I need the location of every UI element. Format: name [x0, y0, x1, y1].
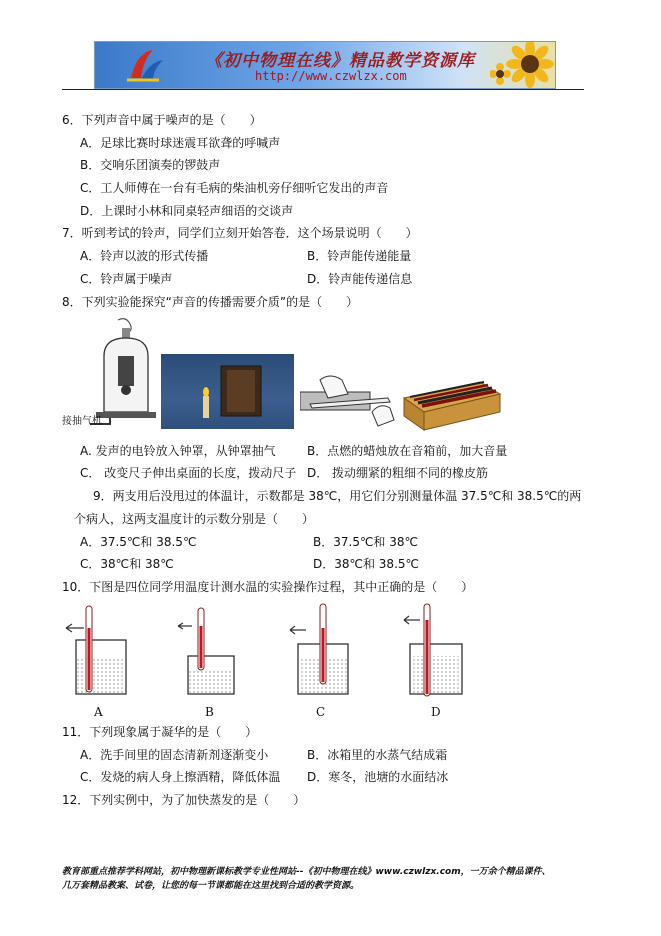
q10-label-c[interactable]: C	[316, 705, 326, 719]
q9-option-c[interactable]: C．38℃和 38℃	[80, 557, 174, 571]
ruler-hand-icon	[300, 370, 398, 436]
q8-option-c[interactable]: C． 改变尺子伸出桌面的长度，拨动尺子	[80, 466, 297, 480]
q11-option-c[interactable]: C．发烧的病人身上擦酒精，降低体温	[80, 770, 281, 784]
q12-stem: 12．下列实例中，为了加快蒸发的是（ ）	[62, 793, 306, 807]
banner-title: 《初中物理在线》精品教学资源库	[205, 51, 475, 71]
q7-option-a[interactable]: A．铃声以波的形式传播	[80, 249, 209, 263]
q8-figure-rubber-band-box	[400, 376, 504, 432]
q7-option-d[interactable]: D．铃声能传递信息	[307, 272, 413, 286]
beaker-d-icon	[404, 604, 462, 696]
q6-option-b[interactable]: B．交响乐团演奏的锣鼓声	[80, 158, 221, 172]
sunflower-icon	[490, 41, 556, 89]
q6-option-a[interactable]: A．足球比赛时球迷震耳欲聋的呼喊声	[80, 136, 281, 150]
beaker-c-icon	[290, 604, 348, 694]
q6-stem: 6．下列声音中属于噪声的是（ ）	[62, 113, 262, 127]
q9-option-b[interactable]: B．37.5℃和 38℃	[313, 535, 418, 549]
footer-line1: 教育部重点推荐学科网站，初中物理新课标教学专业性网站--《初中物理在线》www.czwlzx.com，一万余个精品课件、	[62, 867, 551, 877]
q10-label-d[interactable]: D	[431, 705, 441, 719]
q8-figure-pump-label: 接抽气机	[62, 416, 102, 427]
q8-figure-ruler	[300, 370, 398, 436]
header-divider	[62, 89, 584, 90]
q10-label-b[interactable]: B	[205, 705, 214, 719]
q10-label-a[interactable]: A	[94, 705, 103, 719]
q11-stem: 11．下列现象属于凝华的是（ ）	[62, 725, 258, 739]
banner-url[interactable]: http://www.czwlzx.com	[255, 69, 407, 83]
candle-speaker-icon	[161, 354, 294, 429]
footer-line2: 几万套精品教案、试卷，让您的每一节课都能在这里找到合适的教学资源。	[62, 881, 360, 891]
q10-stem: 10．下图是四位同学用温度计测水温的实验操作过程，其中正确的是（ ）	[62, 580, 474, 594]
q8-stem: 8．下列实验能探究“声音的传播需要介质”的是（ ）	[62, 295, 359, 309]
q11-option-b[interactable]: B．冰箱里的水蒸气结成霜	[307, 748, 448, 762]
q7-option-c[interactable]: C．铃声属于噪声	[80, 272, 173, 286]
site-logo-icon	[123, 46, 165, 84]
rubber-band-box-icon	[400, 376, 504, 432]
q8-option-a[interactable]: A. 发声的电铃放入钟罩，从钟罩抽气	[80, 444, 276, 458]
q9-stem-line2: 个病人，这两支温度计的示数分别是（ ）	[74, 512, 315, 526]
q7-stem: 7．听到考试的铃声，同学们立刻开始答卷．这个场景说明（ ）	[62, 226, 418, 240]
q9-stem-line1: 9．两支用后没甩过的体温计，示数都是 38℃，用它们分别测量体温 37.5℃和 38.5℃的两	[93, 489, 582, 503]
q9-option-a[interactable]: A．37.5℃和 38.5℃	[80, 535, 197, 549]
q11-option-a[interactable]: A．洗手间里的固态清新剂逐渐变小	[80, 748, 269, 762]
q7-option-b[interactable]: B．铃声能传递能量	[307, 249, 412, 263]
beaker-a-icon	[66, 606, 126, 694]
q8-option-b[interactable]: B．点燃的蜡烛放在音箱前，加大音量	[307, 444, 508, 458]
q9-option-d[interactable]: D．38℃和 38.5℃	[313, 557, 419, 571]
q8-figure-bell-jar	[62, 316, 160, 436]
q6-option-c[interactable]: C．工人师傅在一台有毛病的柴油机旁仔细听它发出的声音	[80, 181, 389, 195]
q8-option-d[interactable]: D． 拨动绷紧的粗细不同的橡皮筋	[307, 466, 489, 480]
q11-option-d[interactable]: D．寒冬，池塘的水面结冰	[307, 770, 449, 784]
q6-option-d[interactable]: D．上课时小林和同桌轻声细语的交谈声	[80, 204, 294, 218]
beaker-b-icon	[178, 608, 234, 694]
q10-thermometer-figures	[60, 598, 480, 702]
header-banner	[94, 41, 556, 89]
q8-figure-candle-photo	[161, 354, 294, 429]
